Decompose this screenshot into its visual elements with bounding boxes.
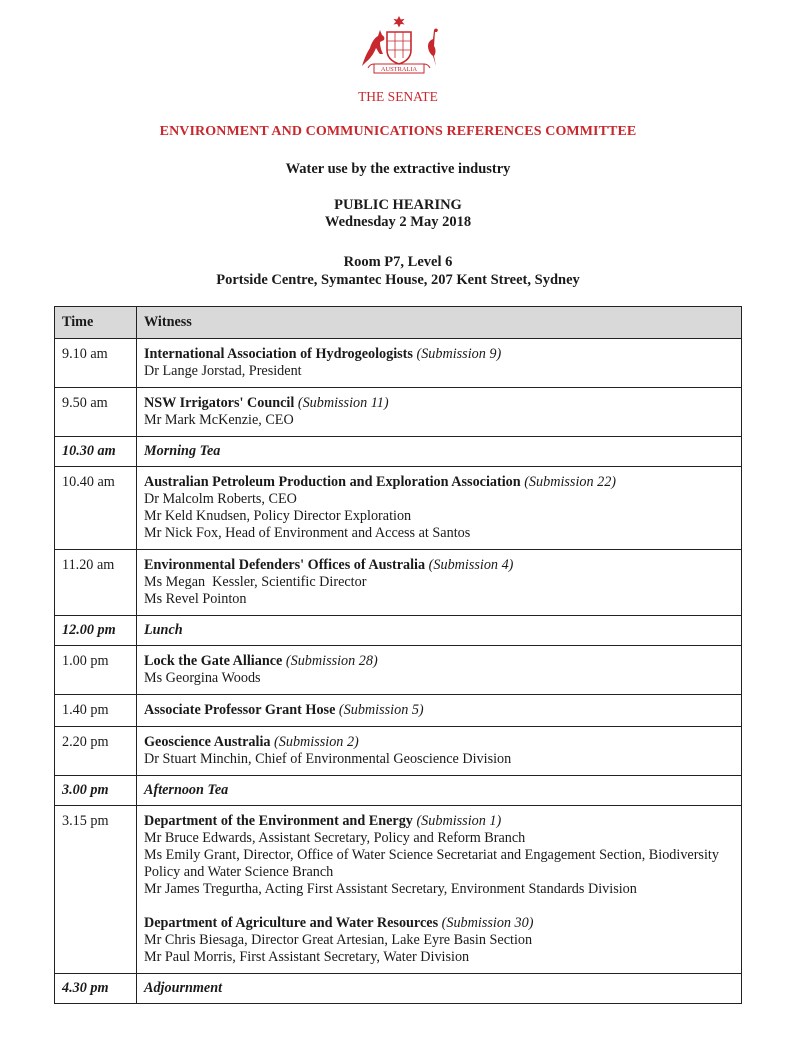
time-cell: 12.00 pm bbox=[55, 616, 137, 646]
inquiry-title: Water use by the extractive industry bbox=[285, 161, 511, 177]
organisation-line bbox=[144, 702, 735, 719]
witness-cell bbox=[137, 806, 742, 974]
break-row bbox=[55, 616, 742, 646]
organisation-name: NSW Irrigators' Council bbox=[144, 395, 295, 411]
organisation-line bbox=[144, 395, 735, 412]
witness-name: Mr James Tregurtha, Acting First Assistant Secretary, Environment Standards Division bbox=[144, 881, 637, 897]
table-row bbox=[55, 806, 742, 974]
hearing-info bbox=[0, 197, 796, 231]
table-row bbox=[55, 646, 742, 695]
emu-icon bbox=[428, 29, 438, 67]
table-row bbox=[55, 339, 742, 388]
witness-name: Mr Keld Knudsen, Policy Director Exploration bbox=[144, 508, 412, 524]
witness-name: Ms Emily Grant, Director, Office of Water Science Secretariat and Engagement Section, Biodiversity Policy and Water Science Branch bbox=[144, 847, 723, 880]
star-icon bbox=[393, 16, 404, 27]
witness-cell: Afternoon Tea bbox=[137, 776, 742, 806]
time-cell: 10.40 am bbox=[55, 467, 137, 550]
witness-name: Ms Revel Pointon bbox=[144, 591, 247, 607]
witness-cell bbox=[137, 727, 742, 776]
witness-cell bbox=[137, 550, 742, 616]
organisation-line bbox=[144, 653, 735, 670]
break-row bbox=[55, 776, 742, 806]
table-header-row bbox=[55, 307, 742, 339]
time-cell: 3.00 pm bbox=[55, 776, 137, 806]
time-cell: 1.00 pm bbox=[55, 646, 137, 695]
organisation-name: Geoscience Australia bbox=[144, 734, 271, 750]
table-row bbox=[55, 550, 742, 616]
witness-name: Mr Bruce Edwards, Assistant Secretary, Policy and Reform Branch bbox=[144, 830, 526, 846]
time-column-header: Time bbox=[55, 307, 137, 339]
witness-name: Mr Paul Morris, First Assistant Secretary, Water Division bbox=[144, 949, 470, 965]
coat-of-arms-logo bbox=[354, 14, 444, 78]
witness-cell: Adjournment bbox=[137, 974, 742, 1004]
submission-ref: (Submission 9) bbox=[416, 346, 502, 362]
time-cell: 10.30 am bbox=[55, 437, 137, 467]
table-row bbox=[55, 467, 742, 550]
organisation-name: Department of the Environment and Energy bbox=[144, 813, 413, 829]
submission-ref: (Submission 30) bbox=[441, 915, 534, 931]
time-cell: 3.15 pm bbox=[55, 806, 137, 974]
senate-heading: THE SENATE bbox=[358, 89, 438, 104]
organisation-name: Department of Agriculture and Water Resources bbox=[144, 915, 439, 931]
organisation-line bbox=[144, 346, 735, 363]
table-row bbox=[55, 727, 742, 776]
submission-ref: (Submission 22) bbox=[524, 474, 617, 490]
witness-name: Ms Megan Kessler, Scientific Director bbox=[144, 574, 367, 590]
time-cell: 11.20 am bbox=[55, 550, 137, 616]
hearing-type: PUBLIC HEARING bbox=[334, 197, 462, 213]
witness-name: Dr Stuart Minchin, Chief of Environmental Geoscience Division bbox=[144, 751, 512, 767]
venue-address: Portside Centre, Symantec House, 207 Kent Street, Sydney bbox=[216, 272, 580, 288]
crest-label: AUSTRALIA bbox=[380, 66, 418, 74]
witness-column-header: Witness bbox=[137, 307, 742, 339]
submission-ref: (Submission 11) bbox=[297, 395, 389, 411]
time-cell: 1.40 pm bbox=[55, 695, 137, 727]
organisation-name: International Association of Hydrogeologists bbox=[144, 346, 413, 362]
submission-ref: (Submission 4) bbox=[428, 557, 514, 573]
witness-cell: Morning Tea bbox=[137, 437, 742, 467]
organisation-line bbox=[144, 557, 735, 574]
time-cell: 9.50 am bbox=[55, 388, 137, 437]
submission-ref: (Submission 5) bbox=[338, 702, 424, 718]
table-row bbox=[55, 388, 742, 437]
time-cell: 9.10 am bbox=[55, 339, 137, 388]
time-cell: 4.30 pm bbox=[55, 974, 137, 1004]
organisation-name: Lock the Gate Alliance bbox=[144, 653, 283, 669]
venue-info bbox=[0, 253, 796, 289]
break-row bbox=[55, 974, 742, 1004]
organisation-line bbox=[144, 915, 735, 932]
break-row bbox=[55, 437, 742, 467]
table-row bbox=[55, 695, 742, 727]
venue-room: Room P7, Level 6 bbox=[343, 254, 453, 270]
organisation-name: Australian Petroleum Production and Exploration Association bbox=[144, 474, 521, 490]
witness-name: Mr Nick Fox, Head of Environment and Access at Santos bbox=[144, 525, 471, 541]
witness-name: Ms Georgina Woods bbox=[144, 670, 261, 686]
witness-cell bbox=[137, 646, 742, 695]
organisation-name: Associate Professor Grant Hose bbox=[144, 702, 336, 718]
submission-ref: (Submission 1) bbox=[416, 813, 502, 829]
witness-cell bbox=[137, 467, 742, 550]
program-rows bbox=[55, 339, 742, 1004]
hearing-date: Wednesday 2 May 2018 bbox=[324, 214, 472, 230]
witness-cell bbox=[137, 388, 742, 437]
witness-cell bbox=[137, 695, 742, 727]
organisation-line bbox=[144, 813, 735, 830]
submission-ref: (Submission 28) bbox=[285, 653, 378, 669]
witness-name: Mr Chris Biesaga, Director Great Artesian, Lake Eyre Basin Section bbox=[144, 932, 533, 948]
program-table bbox=[54, 306, 742, 1004]
organisation-name: Environmental Defenders' Offices of Australia bbox=[144, 557, 426, 573]
witness-name: Dr Malcolm Roberts, CEO bbox=[144, 491, 297, 507]
organisation-line bbox=[144, 734, 735, 751]
group-spacer bbox=[144, 898, 735, 915]
shield-icon bbox=[387, 32, 411, 64]
submission-ref: (Submission 2) bbox=[274, 734, 359, 750]
witness-cell bbox=[137, 339, 742, 388]
witness-name: Dr Lange Jorstad, President bbox=[144, 363, 302, 379]
witness-name: Mr Mark McKenzie, CEO bbox=[144, 412, 294, 428]
kangaroo-icon bbox=[362, 30, 384, 66]
organisation-line bbox=[144, 474, 735, 491]
committee-name: ENVIRONMENT AND COMMUNICATIONS REFERENCES COMMITTEE bbox=[159, 124, 637, 139]
time-cell: 2.20 pm bbox=[55, 727, 137, 776]
witness-cell: Lunch bbox=[137, 616, 742, 646]
